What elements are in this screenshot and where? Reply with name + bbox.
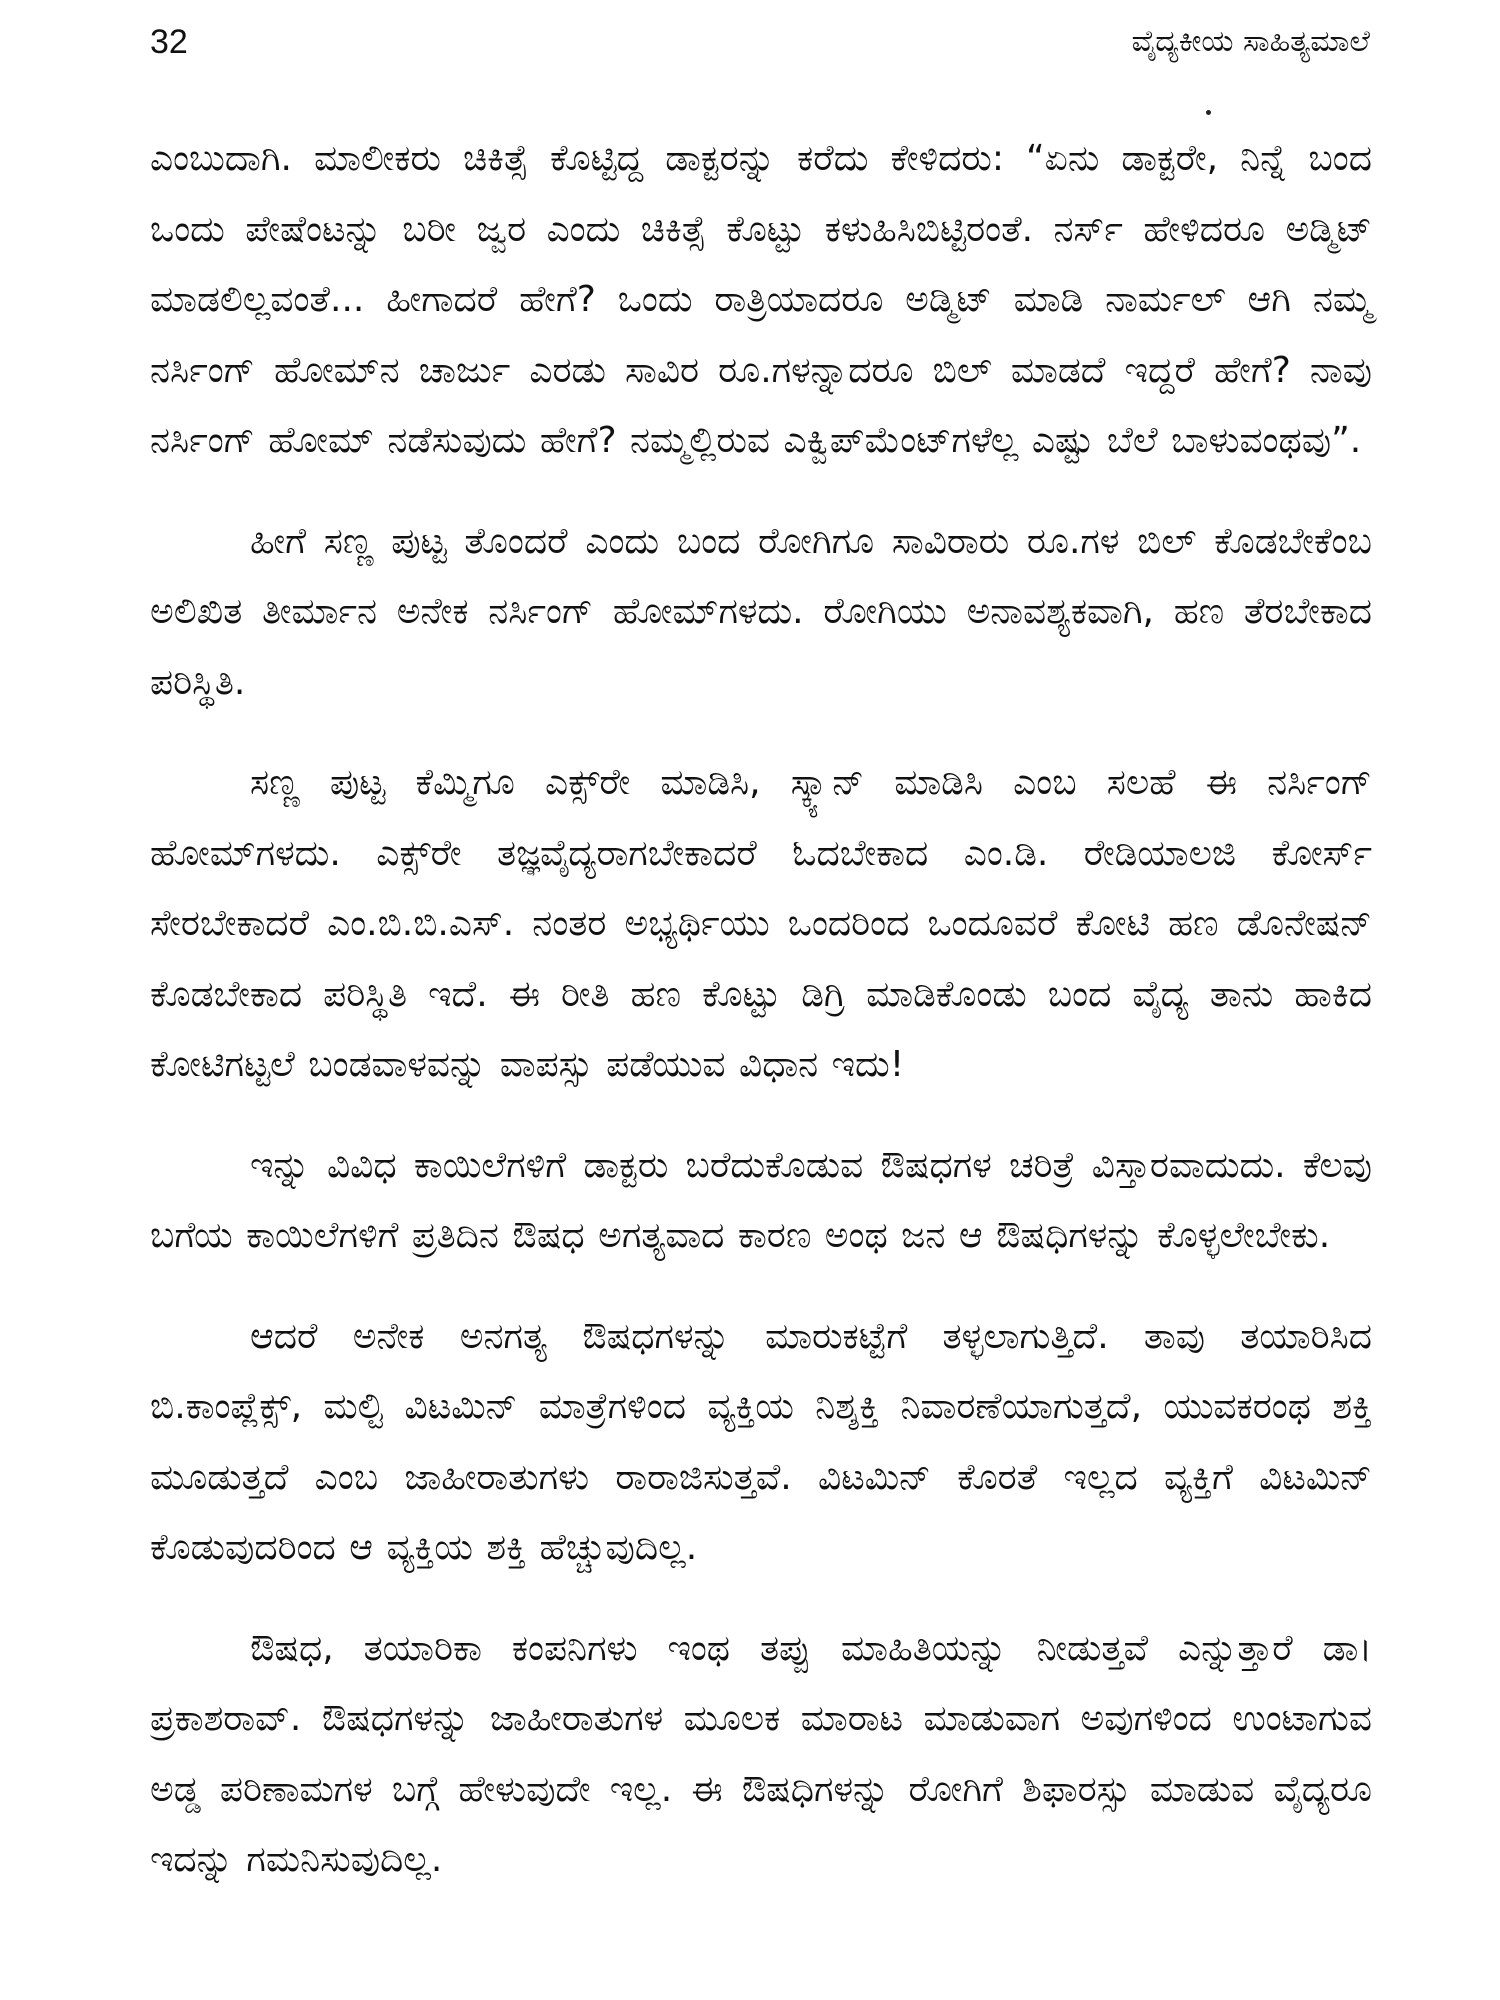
paragraph-1: ಎಂಬುದಾಗಿ. ಮಾಲೀಕರು ಚಿಕಿತ್ಸೆ ಕೊಟ್ಟಿದ್ದ ಡಾಕ್ಟರನ್ನು ಕರೆದು ಕೇಳಿದರು: “ಏನು ಡಾಕ್ಟರೇ, ನಿನ್ನೆ ಬಂದ ಒಂದು ಪೇಷೆಂಟನ್ನು ಬರೀ ಜ್ವರ ಎಂದು ಚಿಕಿತ್ಸೆ ಕೊಟ್ಟು ಕಳುಹಿಸಿಬಿಟ್ಟಿರಂತೆ. ನರ್ಸ್ ಹೇಳಿದರೂ ಅಡ್ಮಿಟ್ ಮಾಡಲಿಲ್ಲವಂತೆ... ಹೀಗಾದರೆ ಹೇಗೆ? ಒಂದು ರಾತ್ರಿಯಾದರೂ ಅಡ್ಮಿಟ್ ಮಾಡಿ ನಾರ್ಮಲ್ ಆಗಿ ನಮ್ಮ ನರ್ಸಿಂಗ್ ಹೋಮ್‌ನ ಚಾರ್ಜು ಎರಡು ಸಾವಿರ ರೂ.ಗಳನ್ನಾದರೂ ಬಿಲ್ ಮಾಡದೆ ಇದ್ದರೆ ಹೇಗೆ? ನಾವು ನರ್ಸಿಂಗ್ ಹೋಮ್ ನಡೆಸುವುದು ಹೇಗೆ? ನಮ್ಮಲ್ಲಿರುವ ಎಕ್ವಿಪ್‌ಮೆಂಟ್‌ಗಳೆಲ್ಲ ಎಷ್ಟು ಬೆಲೆ ಬಾಳುವಂಥವು”. [150, 138, 1372, 461]
stray-ink-dot [1206, 110, 1211, 115]
page-header [150, 18, 1370, 78]
paragraph-6: ಔಷಧ, ತಯಾರಿಕಾ ಕಂಪನಿಗಳು ಇಂಥ ತಪ್ಪು ಮಾಹಿತಿಯನ್ನು ನೀಡುತ್ತವೆ ಎನ್ನುತ್ತಾರೆ ಡಾ। ಪ್ರಕಾಶರಾವ್. ಔಷಧಗಳನ್ನು ಜಾಹೀರಾತುಗಳ ಮೂಲಕ ಮಾರಾಟ ಮಾಡುವಾಗ ಅವುಗಳಿಂದ ಉಂಟಾಗುವ ಅಡ್ಡ ಪರಿಣಾಮಗಳ ಬಗ್ಗೆ ಹೇಳುವುದೇ ಇಲ್ಲ. ಈ ಔಷಧಿಗಳನ್ನು ರೋಗಿಗೆ ಶಿಫಾರಸ್ಸು ಮಾಡುವ ವೈದ್ಯರೂ ಇದನ್ನು ಗಮನಿಸುವುದಿಲ್ಲ. [150, 1627, 1372, 1880]
page-number: 32 [150, 23, 188, 61]
paragraph-4: ಇನ್ನು ವಿವಿಧ ಕಾಯಿಲೆಗಳಿಗೆ ಡಾಕ್ಟರು ಬರೆದುಕೊಡುವ ಔಷಧಗಳ ಚರಿತ್ರೆ ವಿಸ್ತಾರವಾದುದು. ಕೆಲವು ಬಗೆಯ ಕಾಯಿಲೆಗಳಿಗೆ ಪ್ರತಿದಿನ ಔಷಧ ಅಗತ್ಯವಾದ ಕಾರಣ ಅಂಥ ಜನ ಆ ಔಷಧಿಗಳನ್ನು ಕೊಳ್ಳಲೇಬೇಕು. [150, 1144, 1372, 1256]
running-title: ವೈದ್ಯಕೀಯ ಸಾಹಿತ್ಯಮಾಲೆ [1131, 24, 1370, 59]
paragraph-3: ಸಣ್ಣ ಪುಟ್ಟ ಕೆಮ್ಮಿಗೂ ಎಕ್ಸ್‌ರೇ ಮಾಡಿಸಿ, ಸ್ಕ್ಯಾನ್ ಮಾಡಿಸಿ ಎಂಬ ಸಲಹೆ ಈ ನರ್ಸಿಂಗ್ ಹೋಮ್‌ಗಳದು. ಎಕ್ಸ್‌ರೇ ತಜ್ಞವೈದ್ಯರಾಗಬೇಕಾದರೆ ಓದಬೇಕಾದ ಎಂ.ಡಿ. ರೇಡಿಯಾಲಜಿ ಕೋರ್ಸ್ ಸೇರಬೇಕಾದರೆ ಎಂ.ಬಿ.ಬಿ.ಎಸ್. ನಂತರ ಅಭ್ಯರ್ಥಿಯು ಒಂದರಿಂದ ಒಂದೂವರೆ ಕೋಟಿ ಹಣ ಡೊನೇಷನ್ ಕೊಡಬೇಕಾದ ಪರಿಸ್ಥಿತಿ ಇದೆ. ಈ ರೀತಿ ಹಣ ಕೊಟ್ಟು ಡಿಗ್ರಿ ಮಾಡಿಕೊಂಡು ಬಂದ ವೈದ್ಯ ತಾನು ಹಾಕಿದ ಕೋಟಿಗಟ್ಟಲೆ ಬಂಡವಾಳವನ್ನು ವಾಪಸ್ಸು ಪಡೆಯುವ ವಿಧಾನ ಇದು! [150, 762, 1372, 1085]
paragraph-2: ಹೀಗೆ ಸಣ್ಣ ಪುಟ್ಟ ತೊಂದರೆ ಎಂದು ಬಂದ ರೋಗಿಗೂ ಸಾವಿರಾರು ರೂ.ಗಳ ಬಿಲ್ ಕೊಡಬೇಕೆಂಬ ಅಲಿಖಿತ ತೀರ್ಮಾನ ಅನೇಕ ನರ್ಸಿಂಗ್ ಹೋಮ್‌ಗಳದು. ರೋಗಿಯು ಅನಾವಶ್ಯಕವಾಗಿ, ಹಣ ತೆರಬೇಕಾದ ಪರಿಸ್ಥಿತಿ. [150, 520, 1372, 703]
paragraph-5: ಆದರೆ ಅನೇಕ ಅನಗತ್ಯ ಔಷಧಗಳನ್ನು ಮಾರುಕಟ್ಟೆಗೆ ತಳ್ಳಲಾಗುತ್ತಿದೆ. ತಾವು ತಯಾರಿಸಿದ ಬಿ.ಕಾಂಪ್ಲೆಕ್ಸ್, ಮಲ್ಟಿ ವಿಟಮಿನ್ ಮಾತ್ರೆಗಳಿಂದ ವ್ಯಕ್ತಿಯ ನಿಶ್ಶಕ್ತಿ ನಿವಾರಣೆಯಾಗುತ್ತದೆ, ಯುವಕರಂಥ ಶಕ್ತಿ ಮೂಡುತ್ತದೆ ಎಂಬ ಜಾಹೀರಾತುಗಳು ರಾರಾಜಿಸುತ್ತವೆ. ವಿಟಮಿನ್ ಕೊರತೆ ಇಲ್ಲದ ವ್ಯಕ್ತಿಗೆ ವಿಟಮಿನ್ ಕೊಡುವುದರಿಂದ ಆ ವ್ಯಕ್ತಿಯ ಶಕ್ತಿ ಹೆಚ್ಚುವುದಿಲ್ಲ. [150, 1315, 1372, 1568]
body-text [150, 124, 1372, 1896]
